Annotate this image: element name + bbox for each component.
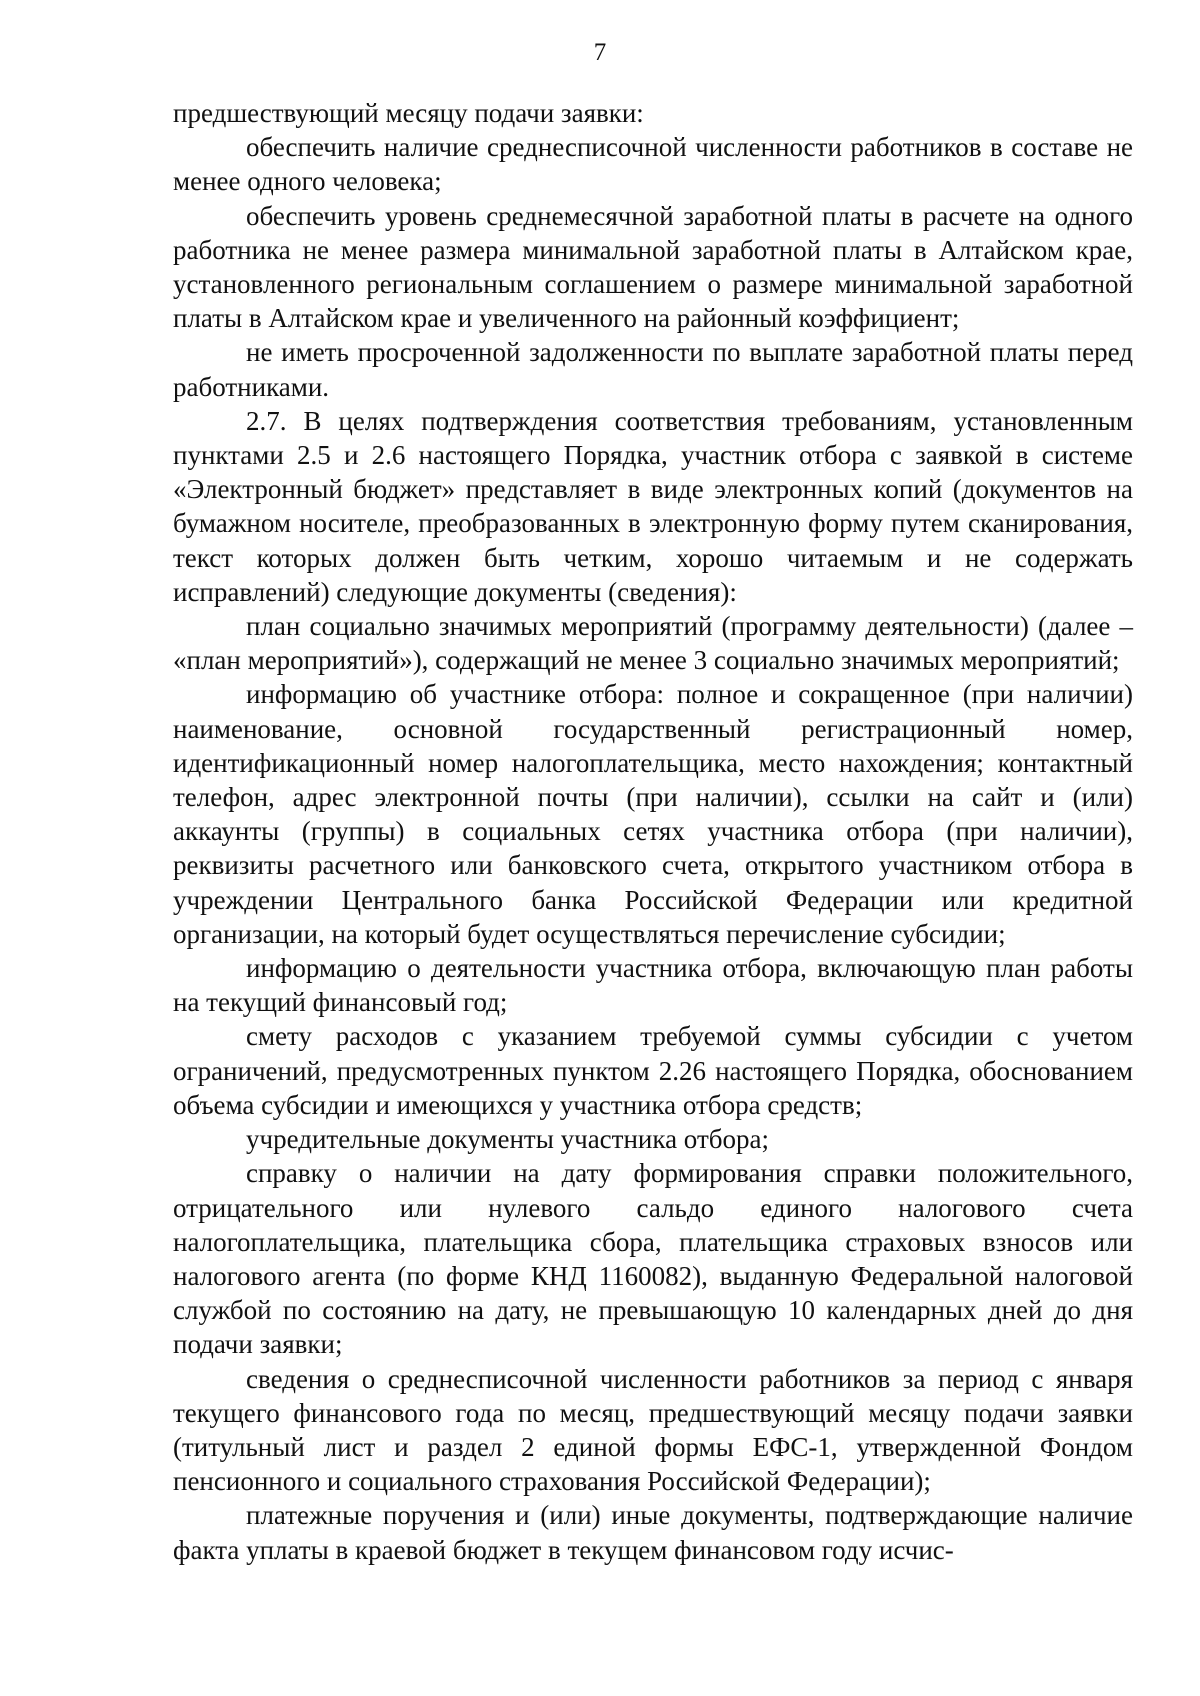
paragraph-participant-info: информацию об участнике отбора: полное и сокращенное (при наличии) наименование, основной государственный регистрационный номер, идентификационный номер налогоплательщика, место нахождения; контактный телефон, адрес электронной почты (при наличии), ссылки на сайт и (или) аккаунты (группы) в социальных сетях участника отбора (при наличии), реквизиты расчетного или банковского счета, открытого участником отбора в учреждении Центрального банка Российской Федерации или кредитной организации, на который будет осуществляться перечисление субсидии; — [173, 679, 1133, 949]
document-body — [173, 96, 1133, 1567]
paragraph-no-salary-debt: не иметь просроченной задолженности по выплате заработной платы перед работниками. — [173, 337, 1133, 402]
paragraph-activity-info: информацию о деятельности участника отбора, включающую план работы на текущий финансовый год; — [173, 953, 1133, 1018]
paragraph-cost-estimate: смету расходов с указанием требуемой суммы субсидии с учетом ограничений, предусмотренных пунктом 2.26 настоящего Порядка, обоснованием объема субсидии и имеющихся у участника отбора средств; — [173, 1021, 1133, 1120]
paragraph-events-plan: план социально значимых мероприятий (программу деятельности) (далее – «план мероприятий»), содержащий не менее 3 социально значимых мероприятий; — [173, 611, 1133, 676]
paragraph-founding-documents: учредительные документы участника отбора; — [246, 1124, 769, 1155]
paragraph-headcount-info: сведения о среднесписочной численности работников за период с января текущего финансового года по месяц, предшествующий месяцу подачи заявки (титульный лист и раздел 2 единой формы ЕФС-1, утвержденной Фондом пенсионного и социального страхования Российской Федерации); — [173, 1363, 1133, 1497]
paragraph-headcount-requirement: обеспечить наличие среднесписочной численности работников в составе не менее одного человека; — [173, 132, 1133, 197]
paragraph-salary-requirement: обеспечить уровень среднемесячной заработной платы в расчете на одного работника не менее размера минимальной заработной платы в Алтайском крае, установленного региональным соглашением о размере минимальной заработной платы в Алтайском крае и увеличенного на районный коэффициент; — [173, 200, 1133, 334]
page-number: 7 — [593, 39, 607, 66]
paragraph-payment-orders: платежные поручения и (или) иные документы, подтверждающие наличие факта уплаты в краевой бюджет в текущем финансовом году исчис- — [173, 1500, 1133, 1565]
paragraph-continuation: предшествующий месяцу подачи заявки: — [173, 98, 644, 128]
paragraph-2-7: 2.7. В целях подтверждения соответствия требованиям, установленным пунктами 2.5 и 2.6 настоящего Порядка, участник отбора с заявкой в системе «Электронный бюджет» представляет в виде электронных копий (документов на бумажном носителе, преобразованных в электронную форму путем сканирования, текст которых должен быть четким, хорошо читаемым и не содержать исправлений) следующие документы (сведения): — [173, 405, 1133, 607]
paragraph-tax-certificate: справку о наличии на дату формирования справки положительного, отрицательного или нулевого сальдо единого налогового счета налогоплательщика, плательщика сбора, плательщика страховых взносов или налогового агента (по форме КНД 1160082), выданную Федеральной налоговой службой по состоянию на дату, не превышающую 10 календарных дней до дня подачи заявки; — [173, 1158, 1133, 1360]
